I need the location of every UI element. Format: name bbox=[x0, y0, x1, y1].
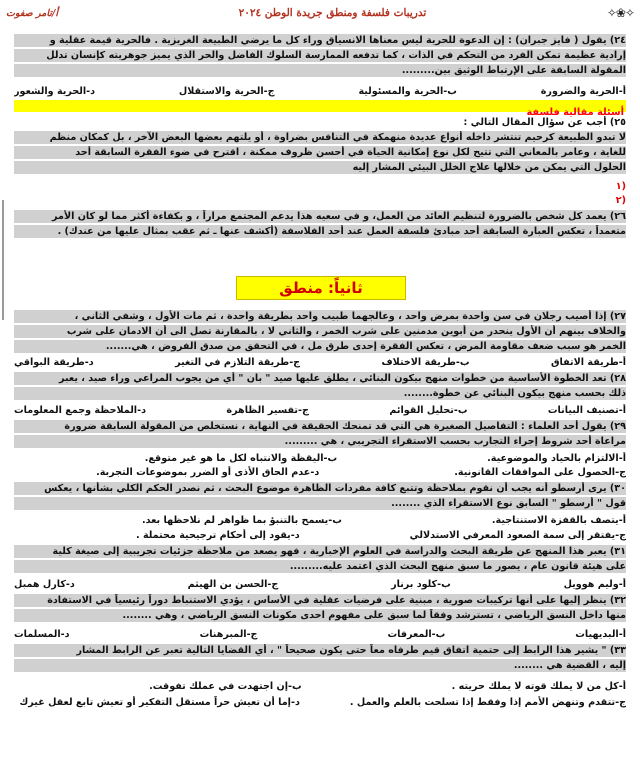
q26-line-2: متعمداً ، تعكس العبارة السابقة أحد مبادئ فلسفة العمل عند أحد الفلاسفة (أكشف عنها ـ ثم عقب بمثال عليها من عندك) . bbox=[14, 225, 626, 238]
q31-option-c[interactable]: ج-الحسن بن الهيثم bbox=[187, 579, 279, 590]
essay-heading-bar bbox=[14, 100, 626, 118]
q30-line-1: ٣٠) يرى أرسطو أنه يجب أن نقوم بملاحظة وتتبع كافة مفردات الظاهرة موضوع البحث ، ثم نصدر الحكم الكلي بشأنها ، يعكس bbox=[14, 482, 626, 495]
q27-option-d[interactable]: د-طريقة البواقي bbox=[14, 357, 94, 368]
q33-option-a[interactable]: أ-كل من لا يملك قوته لا يملك حريته . bbox=[451, 681, 626, 692]
q32-line-2: منها داخل النسق الرياضي ، تسترشد وفقاً لما سبق على مفهوم احدى مكونات النسق الرياضي ، وهي ........ bbox=[14, 609, 626, 622]
section-title-box bbox=[236, 276, 406, 300]
q33-option-d[interactable]: د-إما أن تعيش حراً مستقل التفكير أو تعيش تابع لعقل غيرك bbox=[19, 697, 300, 708]
q29-option-c[interactable]: ج-الحصول على الموافقات القانونية. bbox=[454, 467, 626, 478]
q30-option-b[interactable]: ب-يسمح بالتنبؤ بما ظواهر لم نلاحظها بعد. bbox=[141, 515, 342, 526]
q24-options bbox=[14, 85, 626, 98]
q25-line-3: للغاية ، وعامر بالمعاني التي تتيح لكل نوع إمكانية الحياة في أحسن ظروف ممكنة ، اقترح في ضوء الفقرة السابقة أحد bbox=[14, 146, 626, 159]
q27-line-2: والخلاف بينهم أن الأول ينحدر من أبوين مدمنين على شرب الخمر ، والثاني لا ، بالمقارنة تصل الى أن الادمان على شرب bbox=[14, 325, 626, 338]
essay-heading: أسئلة مقالية فلسفة bbox=[526, 107, 624, 118]
ornament-icon: ✧❀✧ bbox=[606, 6, 634, 20]
q24-line-1: ٢٤) يقول ( فايز جبران) : إن الدعوة للحرية ليس معناها الانسياق وراء كل ما يرضي الطبيعة الغريزية . فالحرية قيمة عقلية و bbox=[14, 34, 626, 47]
q32-option-a[interactable]: أ-البديهيات bbox=[575, 629, 626, 640]
q24-option-b[interactable]: ب-الحرية والمسئولية bbox=[358, 86, 457, 97]
q27-option-c[interactable]: ج-طريقة التلازم في التغير bbox=[175, 357, 301, 368]
q33-options-row-2 bbox=[14, 696, 626, 709]
q30-line-2: قول " أرسطو " السابق نوع الاستقراء الذي ........ bbox=[14, 497, 626, 510]
q24-line-3: المقولة السابقة على الإرتباط الوثيق بين......... bbox=[14, 64, 626, 77]
q30-option-a[interactable]: أ-يتصف بالقفزة الاستنتاجية. bbox=[491, 515, 626, 526]
q27-line-1: ٢٧) إذا أصيب رجلان في سن واحدة بمرض واحد ، وعالجهما طبيب واحد بطريقة واحدة ، ثم مات الأول ، وشفي الثاني ، bbox=[14, 310, 626, 323]
q27-line-3: الخمر هو سبب ضعف مقاومة المرض ، تعكس الفقرة إحدى طرق مل ، في التحقق من صدق الفروض ، هي....... bbox=[14, 340, 626, 353]
q32-line-1: ٣٢) ينظر إليها على أنها تركيبات صورية ، مبنية على فرضيات عقلية في الأساس ، يؤدي الاستنباط دوراً رئيسياً في الاستفادة bbox=[14, 594, 626, 607]
q29-option-d[interactable]: د-عدم الحاق الأذى أو الضرر بموضوعات التجربة. bbox=[96, 467, 320, 478]
q28-option-a[interactable]: أ-تصنيف البيانات bbox=[547, 405, 626, 416]
q30-option-c[interactable]: ج-يفتقر إلى سمة الصعود المعرفي الاستدلالي bbox=[409, 530, 626, 541]
q33-line-2: إليه ، القضية هي ........ bbox=[14, 659, 626, 672]
q28-line-1: ٢٨) تعد الخطوة الأساسية من خطوات منهج بيكون البنائي ، يطلق عليها صيد " بان " أي من يجوب المراعي وراء صيد ، يعبر bbox=[14, 372, 626, 385]
q28-option-b[interactable]: ب-تحليل القوائم bbox=[389, 405, 468, 416]
q30-options-row-2 bbox=[14, 529, 626, 542]
q29-options-row-1 bbox=[14, 452, 626, 465]
q28-options bbox=[14, 404, 626, 417]
q32-option-c[interactable]: ج-المبرهنات bbox=[199, 629, 258, 640]
q24-option-c[interactable]: ج-الحرية والاستقلال bbox=[178, 86, 275, 97]
q24-line-2: إرادية عظيمة تمكن الفرد من التحكم في الذات ، كما تدفعه الممارسة السلوك الفاضل والحر الذي يميز جوهريته كإنسان تدلل bbox=[14, 49, 626, 62]
q27-option-a[interactable]: أ-طريقة الاتفاق bbox=[550, 357, 626, 368]
q28-option-d[interactable]: د-الملاحظة وجمع المعلومات bbox=[14, 405, 146, 416]
q25-line-1: ٢٥) أجب عن سؤال المقال التالي : bbox=[463, 117, 626, 128]
q25-mark-1: (١ bbox=[615, 181, 626, 192]
scrollbar-indicator bbox=[2, 200, 4, 320]
q31-options bbox=[14, 578, 626, 591]
q31-line-2: على هيئة قانون عام ، يصور ما سبق منهج البحث الذي اعتمد عليه......... bbox=[14, 560, 626, 573]
q28-line-2: ذلك بحسب منهج بيكون البنائي عن خطوة........ bbox=[14, 387, 626, 400]
q31-option-d[interactable]: د-كارل همبل bbox=[14, 579, 75, 590]
q29-line-1: ٢٩) يقول أحد العلماء : التفاصيل الصغيرة هي التي قد تمنحك الحقيقة في النهاية ، نستخلص من المقولة السابقة ضرورة bbox=[14, 420, 626, 433]
q27-option-b[interactable]: ب-طريقة الاختلاف bbox=[381, 357, 470, 368]
q25-line-2: لا تبدو الطبيعة كرحيم تنتشر داخله أنواع عديدة منهمكة في التنافس بضراوة ، أو يلتهم بعضها البعض الآخر ، بل كمكان منظم bbox=[14, 131, 626, 144]
q25-mark-2: (٢ bbox=[615, 195, 626, 206]
q30-options-row-1 bbox=[14, 514, 626, 527]
q33-option-c[interactable]: ج-تتقدم وتنهض الأمم إذا وفقط إذا تسلحت بالعلم والعمل . bbox=[349, 697, 626, 708]
q29-options-row-2 bbox=[14, 466, 626, 479]
section-title: ثانياً: منطق bbox=[279, 279, 363, 297]
page-header bbox=[6, 4, 634, 22]
q25-line-4: الحلول التي يمكن من خلالها علاج الخلل البيئي المشار إليه bbox=[14, 161, 626, 174]
q31-line-1: ٣١) يعبر هذا المنهج عن طريقة البحث والدراسة في العلوم الإخبارية ، فهو يصعد من ملاحظة جزئيات تجريبية إلى صيغة كلية bbox=[14, 545, 626, 558]
q32-option-b[interactable]: ب-المعرفات bbox=[387, 629, 446, 640]
q30-option-d[interactable]: د-يقود إلى أحكام ترجيحية محتملة . bbox=[135, 530, 300, 541]
q32-options bbox=[14, 628, 626, 641]
author-signature: أ/تامر صفوت bbox=[6, 7, 59, 19]
q33-option-b[interactable]: ب-إن اجتهدت في عملك تفوقت. bbox=[149, 681, 302, 692]
q32-option-d[interactable]: د-المسلمات bbox=[14, 629, 70, 640]
q24-option-a[interactable]: أ-الحرية والضرورة bbox=[540, 86, 626, 97]
q31-option-b[interactable]: ب-كلود برنار bbox=[391, 579, 451, 590]
q29-line-2: مراعاة أحد شروط إجراء التجارب بحسب الاستقراء التجريبي ، هي ......... bbox=[14, 435, 626, 448]
q29-option-b[interactable]: ب-اليقظة والانتباه لكل ما هو غير متوقع. bbox=[144, 453, 338, 464]
q33-options-row-1 bbox=[14, 680, 626, 693]
q33-line-1: ٣٣) " يشير هذا الرابط إلى حتمية اتفاق قيم طرفاه معاً حتى يكون صحيحاً " ، أي القضايا التالية تعبر عن الرابط المشار bbox=[14, 644, 626, 657]
q24-option-d[interactable]: د-الحرية والشعور bbox=[14, 86, 96, 97]
q27-options bbox=[14, 356, 626, 369]
q31-option-a[interactable]: أ-وليم هوويل bbox=[563, 579, 626, 590]
q29-option-a[interactable]: أ-الالتزام بالحياد والموضوعية. bbox=[487, 453, 626, 464]
q28-option-c[interactable]: ج-تفسير الظاهرة bbox=[226, 405, 309, 416]
header-title: تدريبات فلسفة ومنطق جريدة الوطن ٢٠٢٤ bbox=[238, 7, 427, 19]
q26-line-1: ٢٦) يعمد كل شخص بالضرورة لتنظيم العائد من العمل، و في سعيه هذا يدعم المجتمع مراراً ، و بكفاءة أكثر مما لو كان الأمر bbox=[14, 210, 626, 223]
